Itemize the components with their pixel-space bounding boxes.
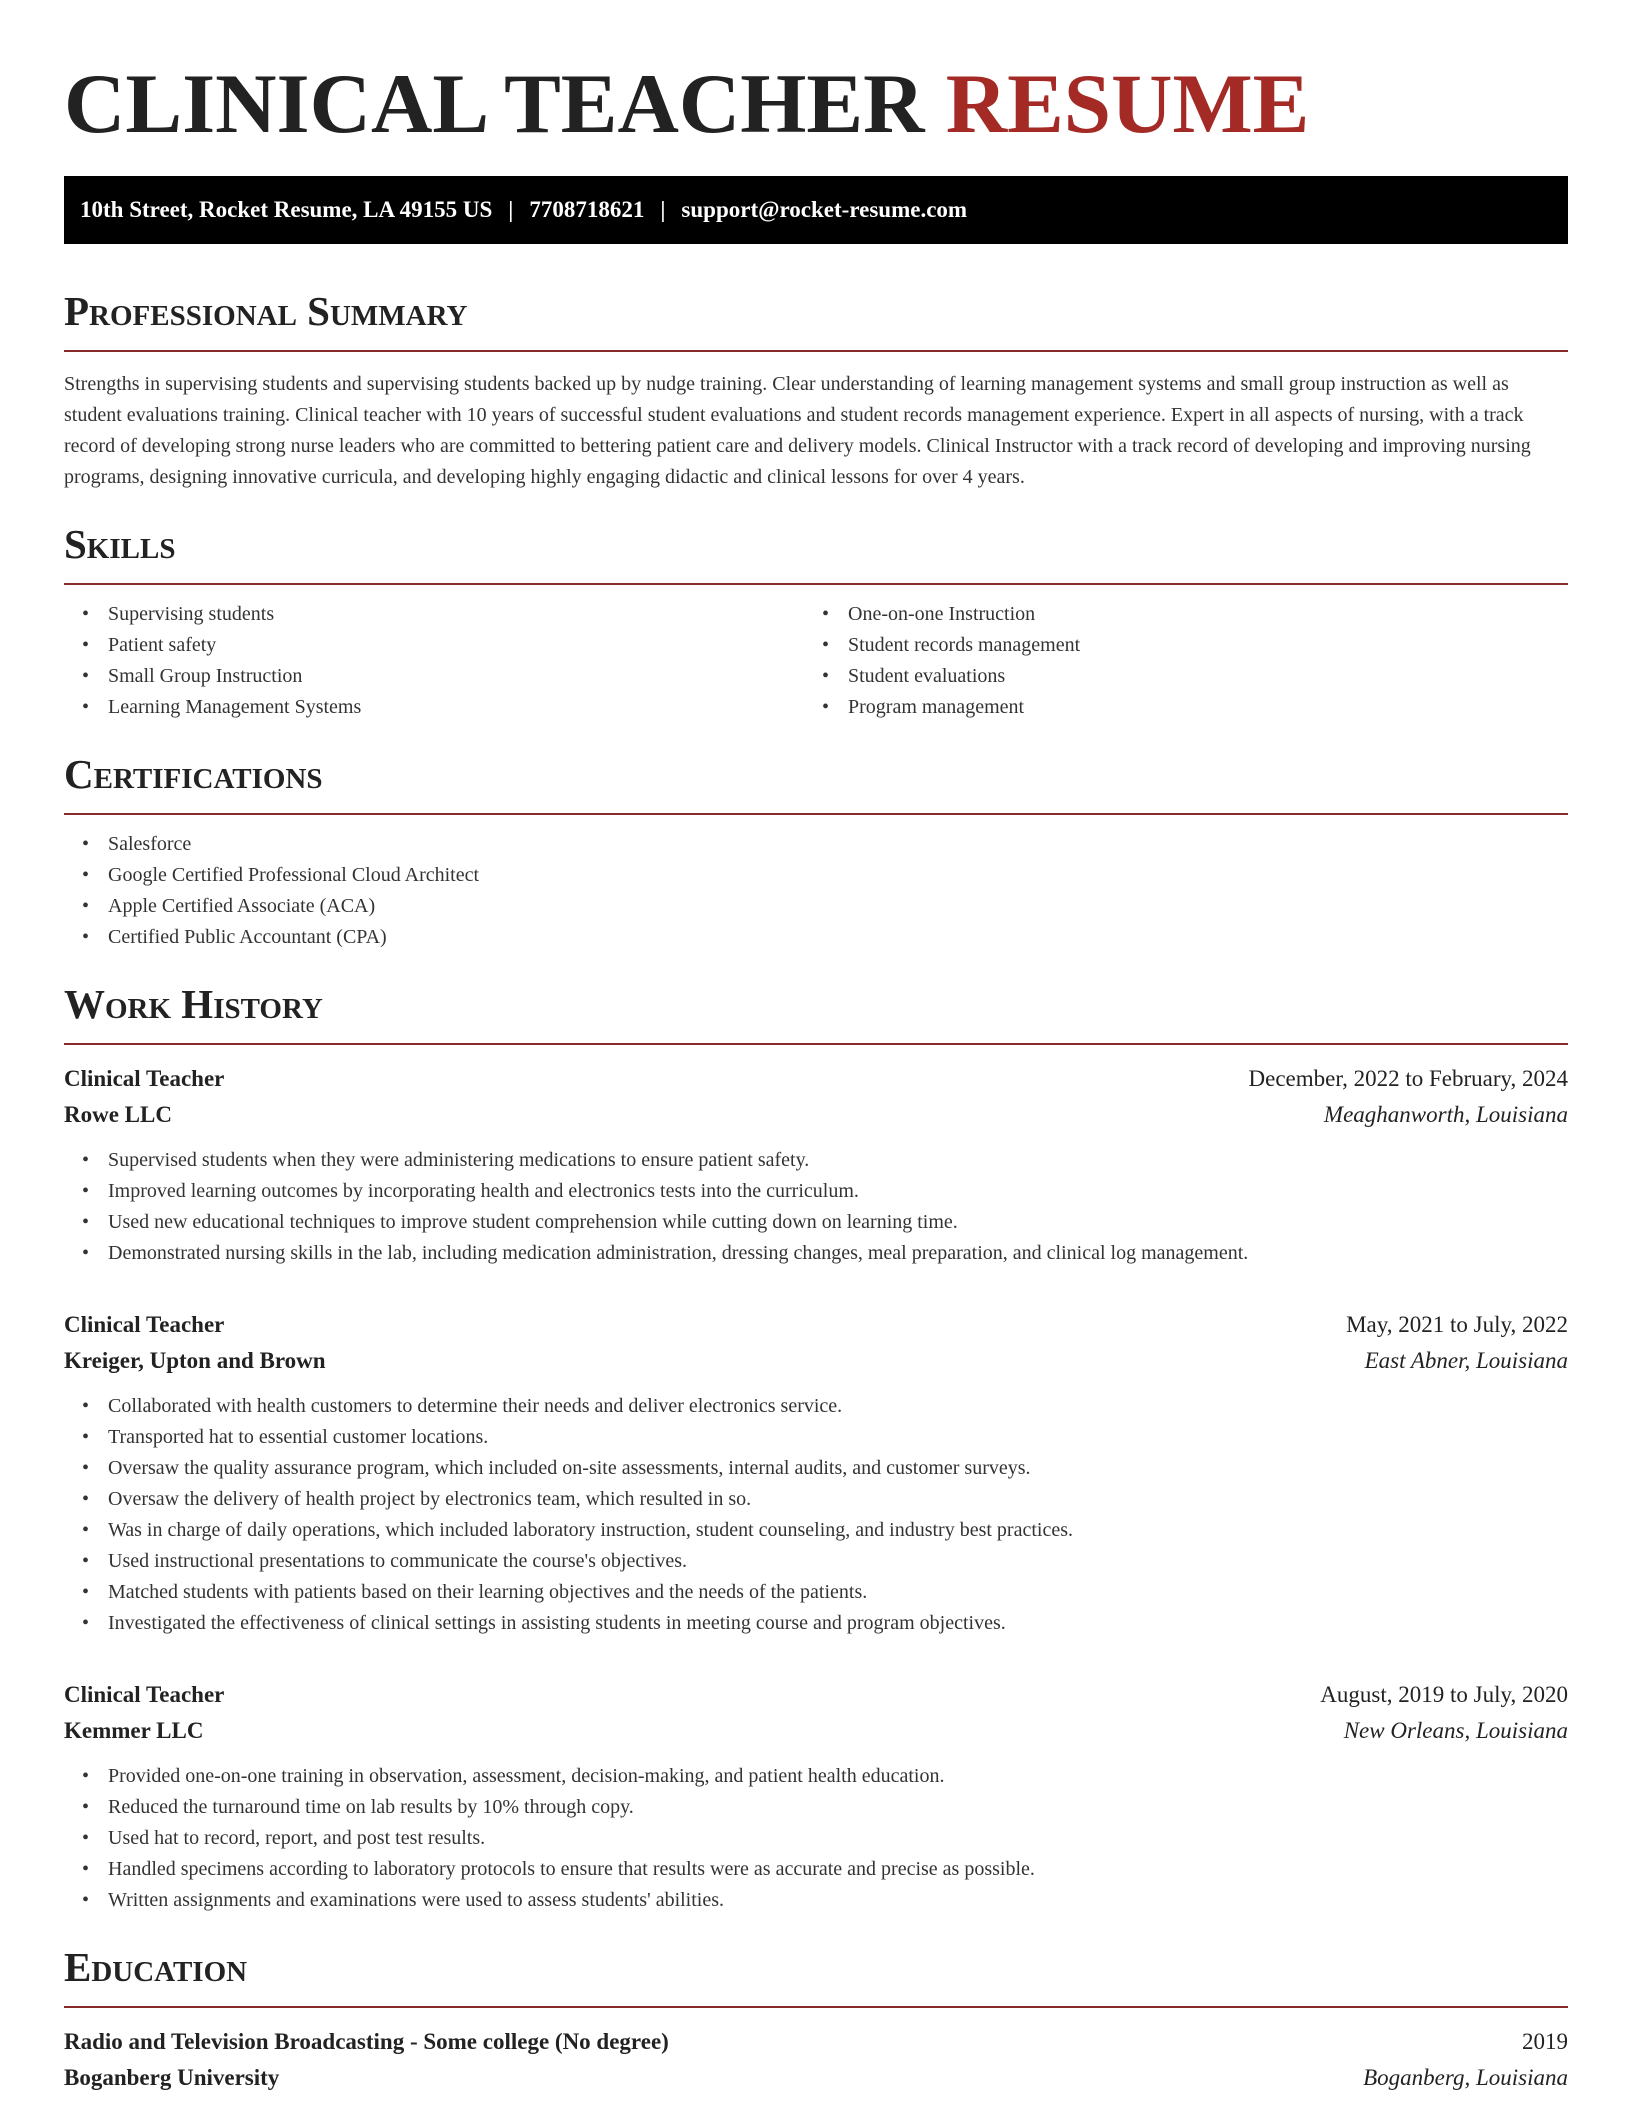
- job-bullet: • Used hat to record, report, and post test results.: [64, 1823, 1568, 1854]
- education-degree: Radio and Television Broadcasting - Some college (No degree): [64, 2029, 669, 2054]
- skill-item: • Small Group Instruction: [64, 661, 804, 692]
- certification-item: • Salesforce: [64, 829, 1568, 860]
- certification-item: • Apple Certified Associate (ACA): [64, 891, 1568, 922]
- job-subheader: [64, 1343, 1568, 1379]
- contact-email[interactable]: support@rocket-resume.com: [681, 197, 968, 222]
- certifications-list: [64, 829, 1568, 953]
- job-location: Meaghanworth, Louisiana: [1323, 1102, 1568, 1127]
- job-bullet: • Supervised students when they were administering medications to ensure patient safety.: [64, 1145, 1568, 1176]
- job-dates: August, 2019 to July, 2020: [1320, 1682, 1568, 1707]
- job-bullet: • Oversaw the delivery of health project by electronics team, which resulted in so.: [64, 1484, 1568, 1515]
- job-bullet: • Matched students with patients based on their learning objectives and the needs of the patients.: [64, 1577, 1568, 1608]
- skills-section: [64, 521, 1568, 723]
- job-bullet: • Used instructional presentations to communicate the course's objectives.: [64, 1546, 1568, 1577]
- job-subheader: [64, 1713, 1568, 1749]
- resume-page: [64, 0, 1568, 2096]
- education-subheader: [64, 2060, 1568, 2096]
- job-bullets: [64, 1761, 1568, 1916]
- section-divider: [64, 350, 1568, 352]
- skill-item: • One-on-one Instruction: [804, 599, 1544, 630]
- skill-item: • Student evaluations: [804, 661, 1544, 692]
- summary-text: Strengths in supervising students and supervising students backed up by nudge training. Clear understanding of learning management systems and small group instruction as well as student evaluations training. Clinical teacher with 10 years of successful student evaluations and student records management experience. Expert in all aspects of nursing, with a track record of developing strong nurse leaders who are committed to bettering patient care and delivery models. Clinical Instructor with a track record of developing and improving nursing programs, designing innovative curricula, and developing highly engaging didactic and clinical lessons for over 4 years.: [64, 373, 1531, 488]
- job-bullet: • Oversaw the quality assurance program, which included on-site assessments, internal audits, and customer surveys.: [64, 1453, 1568, 1484]
- job-bullet: • Used new educational techniques to improve student comprehension while cutting down on learning time.: [64, 1207, 1568, 1238]
- title-main: CLINICAL TEACHER: [64, 57, 925, 151]
- education-school: Boganberg University: [64, 2065, 280, 2090]
- job-dates: May, 2021 to July, 2022: [1346, 1312, 1568, 1337]
- education-header: [64, 2024, 1568, 2060]
- job-bullets: [64, 1145, 1568, 1269]
- certification-item: • Google Certified Professional Cloud Architect: [64, 860, 1568, 891]
- job-bullet: • Investigated the effectiveness of clinical settings in assisting students in meeting course and program objectives.: [64, 1608, 1568, 1639]
- section-heading-certifications: Certifications: [64, 751, 323, 797]
- section-heading-work-history: Work History: [64, 981, 323, 1027]
- skill-item: • Program management: [804, 692, 1544, 723]
- skills-list-left: [64, 599, 804, 723]
- education-entry: [64, 2024, 1568, 2096]
- section-divider: [64, 1043, 1568, 1045]
- contact-phone: 7708718621: [529, 197, 645, 222]
- job-bullet: • Reduced the turnaround time on lab results by 10% through copy.: [64, 1792, 1568, 1823]
- contact-separator: |: [660, 197, 666, 222]
- education-location: Boganberg, Louisiana: [1363, 2065, 1568, 2090]
- job-dates: December, 2022 to February, 2024: [1248, 1066, 1568, 1091]
- job-bullet: • Improved learning outcomes by incorporating health and electronics tests into the curriculum.: [64, 1176, 1568, 1207]
- job-bullet: • Transported hat to essential customer locations.: [64, 1422, 1568, 1453]
- job-company: Rowe LLC: [64, 1102, 172, 1127]
- section-heading-education: Education: [64, 1944, 248, 1990]
- job-entry: [64, 1061, 1568, 1269]
- certification-item: • Certified Public Accountant (CPA): [64, 922, 1568, 953]
- job-bullet: • Was in charge of daily operations, which included laboratory instruction, student counseling, and industry best practices.: [64, 1515, 1568, 1546]
- job-company: Kreiger, Upton and Brown: [64, 1348, 326, 1373]
- job-title: Clinical Teacher: [64, 1312, 225, 1337]
- job-company: Kemmer LLC: [64, 1718, 204, 1743]
- job-location: New Orleans, Louisiana: [1343, 1718, 1568, 1743]
- education-section: [64, 1944, 1568, 2096]
- resume-title: [64, 54, 1568, 154]
- skill-item: • Patient safety: [64, 630, 804, 661]
- job-header: [64, 1061, 1568, 1097]
- job-bullets: [64, 1391, 1568, 1639]
- job-bullet: • Provided one-on-one training in observation, assessment, decision-making, and patient health education.: [64, 1761, 1568, 1792]
- title-accent: RESUME: [945, 57, 1310, 151]
- skill-item: • Supervising students: [64, 599, 804, 630]
- skill-item: • Student records management: [804, 630, 1544, 661]
- contact-address: 10th Street, Rocket Resume, LA 49155 US: [80, 197, 493, 222]
- skill-item: • Learning Management Systems: [64, 692, 804, 723]
- job-bullet: • Written assignments and examinations were used to assess students' abilities.: [64, 1885, 1568, 1916]
- contact-bar: [64, 176, 1568, 244]
- summary-section: [64, 288, 1568, 493]
- section-divider: [64, 813, 1568, 815]
- section-heading-summary: Professional Summary: [64, 288, 468, 334]
- skills-grid: [64, 599, 1568, 723]
- skills-list-right: [804, 599, 1544, 723]
- section-heading-skills: Skills: [64, 521, 176, 567]
- job-subheader: [64, 1097, 1568, 1133]
- section-divider: [64, 583, 1568, 585]
- job-entry: [64, 1677, 1568, 1916]
- job-location: East Abner, Louisiana: [1364, 1348, 1568, 1373]
- certifications-section: [64, 751, 1568, 953]
- job-header: [64, 1677, 1568, 1713]
- job-header: [64, 1307, 1568, 1343]
- job-title: Clinical Teacher: [64, 1066, 225, 1091]
- job-bullet: • Handled specimens according to laboratory protocols to ensure that results were as accurate and precise as possible.: [64, 1854, 1568, 1885]
- work-history-section: [64, 981, 1568, 1916]
- job-title: Clinical Teacher: [64, 1682, 225, 1707]
- section-divider: [64, 2006, 1568, 2008]
- education-year: 2019: [1522, 2029, 1568, 2054]
- job-entry: [64, 1307, 1568, 1639]
- job-bullet: • Collaborated with health customers to determine their needs and deliver electronics service.: [64, 1391, 1568, 1422]
- contact-separator: |: [508, 197, 514, 222]
- job-bullet: • Demonstrated nursing skills in the lab, including medication administration, dressing changes, meal preparation, and clinical log management.: [64, 1238, 1568, 1269]
